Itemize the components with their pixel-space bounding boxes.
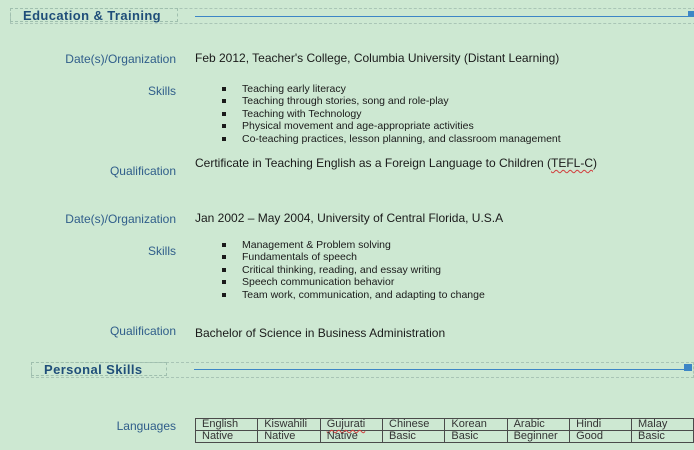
date-organization-value: Feb 2012, Teacher's College, Columbia University (Distant Learning) (195, 51, 560, 65)
qualification-text-suffix: ) (593, 156, 597, 170)
education-heading-rule (195, 16, 689, 17)
qualification-label: Qualification (109, 324, 176, 338)
list-item: Teaching early literacy (222, 83, 561, 95)
list-item: Co-teaching practices, lesson planning, and classroom management (222, 133, 561, 145)
list-item: Management & Problem solving (222, 239, 485, 251)
table-row (196, 419, 694, 431)
language-level-cell: Basic (631, 431, 693, 443)
date-organization-value: Jan 2002 – May 2004, University of Central Florida, U.S.A (195, 211, 504, 225)
qualification-value (195, 156, 597, 170)
language-name-cell: Chinese (383, 419, 445, 431)
language-name-cell (320, 419, 382, 431)
education-rule-end-marker (688, 11, 694, 17)
personal-skills-heading-text: Personal Skills (44, 362, 143, 377)
language-name-cell: Korean (445, 419, 507, 431)
language-name-cell: English (196, 419, 258, 431)
education-heading-text: Education & Training (23, 8, 162, 23)
qualification-text-prefix: Certificate in Teaching English as a Foreign Language to Children ( (195, 156, 551, 170)
date-organization-label: Date(s)/Organization (65, 52, 176, 66)
spellcheck-flagged-word[interactable]: Gujurati (326, 418, 366, 430)
language-level-cell: Basic (445, 431, 507, 443)
education-heading (10, 8, 178, 22)
list-item: Team work, communication, and adapting to change (222, 289, 485, 301)
skills-label: Skills (147, 84, 176, 98)
list-item: Speech communication behavior (222, 276, 485, 288)
list-item: Fundamentals of speech (222, 251, 485, 263)
language-level-cell: Native (258, 431, 320, 443)
list-item: Teaching with Technology (222, 108, 561, 120)
language-level-cell: Native (196, 431, 258, 443)
date-organization-label: Date(s)/Organization (65, 212, 176, 226)
skills-label: Skills (147, 244, 176, 258)
personal-skills-heading-rule (194, 369, 688, 370)
spellcheck-flagged-word[interactable]: TEFL-C (551, 156, 593, 170)
table-row (196, 431, 694, 443)
qualification-value: Bachelor of Science in Business Administration (195, 326, 446, 340)
language-name-cell: Malay (631, 419, 693, 431)
personal-skills-heading (31, 362, 167, 376)
qualification-label: Qualification (109, 164, 176, 178)
list-item: Teaching through stories, song and role-play (222, 95, 561, 107)
language-level-cell: Good (570, 431, 632, 443)
language-level-cell: Beginner (507, 431, 570, 443)
languages-table (195, 418, 694, 443)
language-name-cell: Arabic (507, 419, 570, 431)
skills-list (222, 239, 485, 301)
personal-skills-rule-end-marker (684, 364, 692, 371)
languages-label: Languages (116, 419, 176, 433)
language-level-cell: Native (320, 431, 382, 443)
list-item: Physical movement and age-appropriate activities (222, 120, 561, 132)
language-name-cell: Hindi (570, 419, 632, 431)
skills-list (222, 83, 561, 145)
language-level-cell: Basic (383, 431, 445, 443)
list-item: Critical thinking, reading, and essay writing (222, 264, 485, 276)
language-name-cell: Kiswahili (258, 419, 320, 431)
